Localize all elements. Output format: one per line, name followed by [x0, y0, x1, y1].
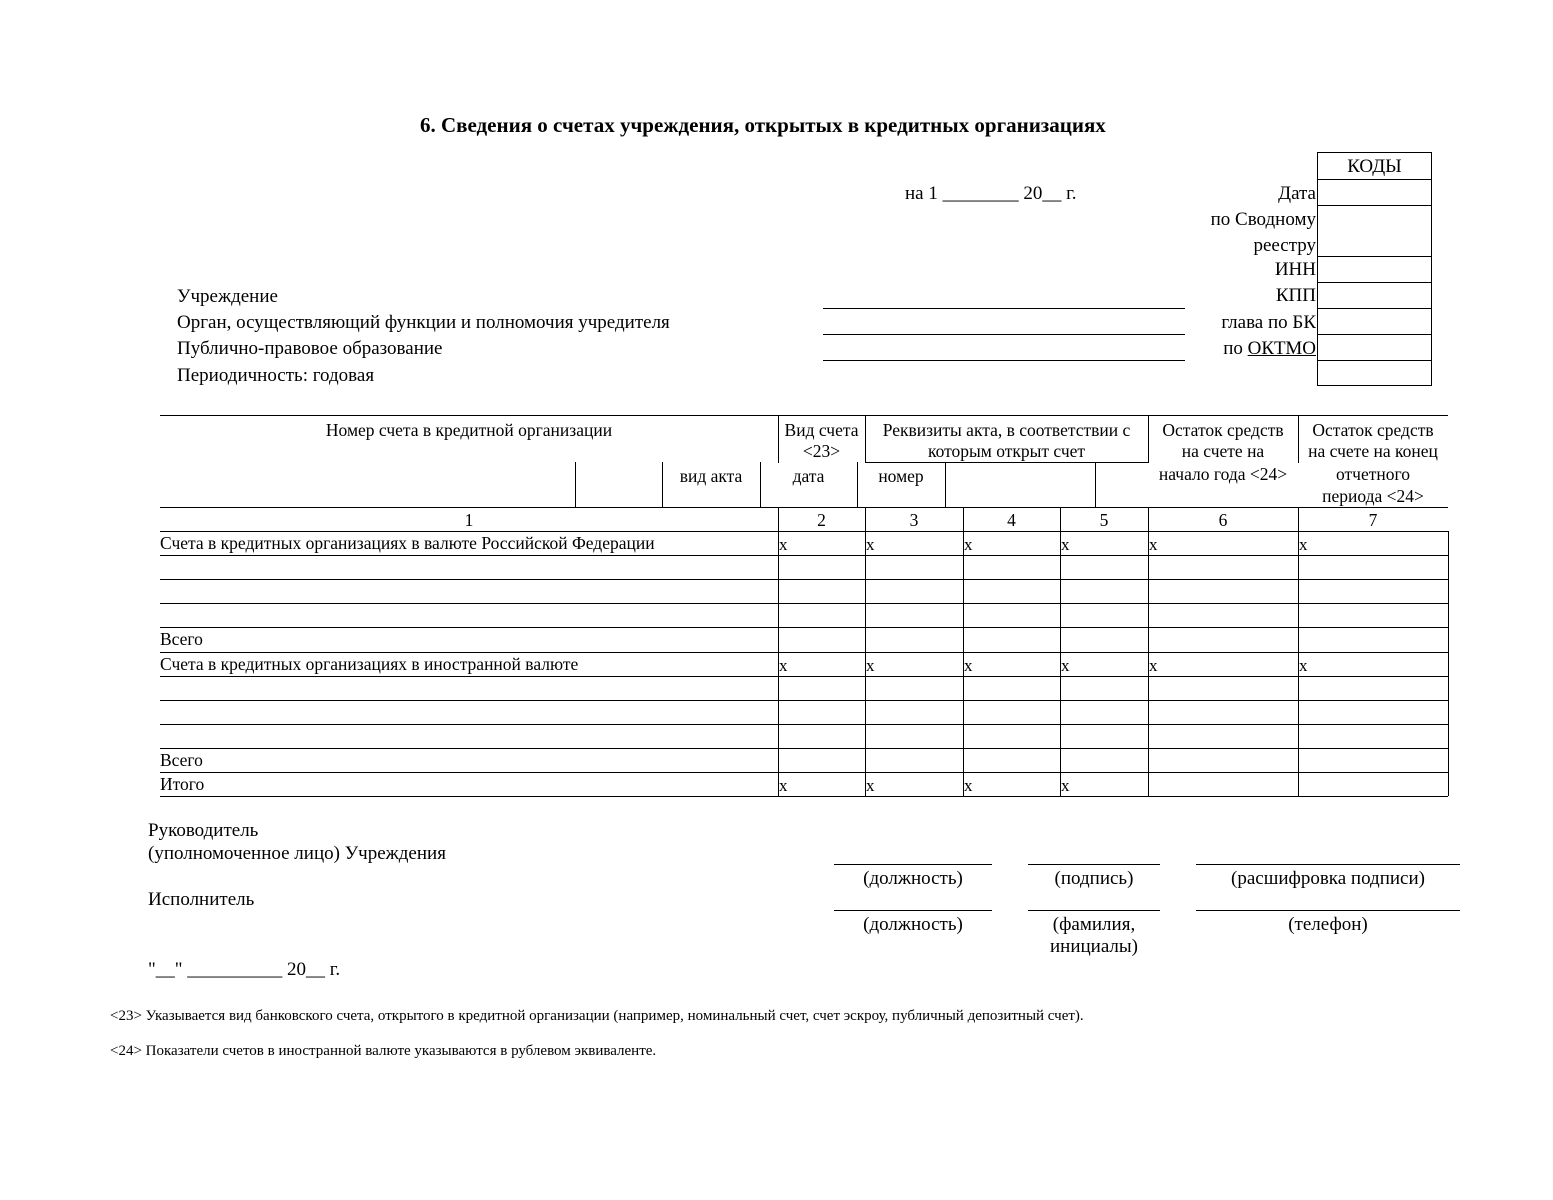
table-cell[interactable] [1298, 531, 1448, 555]
table-cell[interactable] [1298, 724, 1448, 748]
head-label-2: (уполномоченное лицо) Учреждения [148, 843, 446, 864]
head-label-1: Руководитель [148, 820, 259, 841]
form-title: 6. Сведения о счетах учреждения, открытых в кредитных организациях [420, 113, 1106, 137]
code-registry-cell[interactable] [1318, 206, 1431, 257]
institution-label: Учреждение [177, 286, 278, 307]
executor-fio-field[interactable] [1028, 910, 1160, 911]
footnote-23: <23> Указывается вид банковского счета, открытого в кредитной организации (например, номинальный счет, счет эскроу, публичный депозитный счет). [110, 1008, 1084, 1024]
table-cell[interactable] [1298, 627, 1448, 651]
decode-caption: (расшифровка подписи) [1231, 868, 1425, 889]
cell-x-mark: x [866, 656, 875, 675]
public-entity-field[interactable] [823, 360, 1185, 361]
executor-label: Исполнитель [148, 889, 255, 910]
position2-caption: (должность) [863, 914, 963, 935]
col-number: 4 [1007, 510, 1016, 530]
header-vline [945, 462, 946, 507]
table-cell[interactable] [1298, 579, 1448, 603]
sub-number-header: номер [878, 466, 924, 486]
code-extra-cell[interactable] [1318, 361, 1431, 385]
table-cell[interactable] [778, 603, 865, 627]
table-body-vline [1448, 531, 1449, 796]
table-cell[interactable] [865, 748, 963, 772]
table-cell[interactable] [778, 531, 865, 555]
public-entity-label: Публично-правовое образование [177, 338, 443, 359]
table-cell[interactable] [865, 555, 963, 579]
header-vline [575, 462, 576, 507]
table-cell[interactable] [778, 555, 865, 579]
table-cell[interactable] [1060, 676, 1148, 700]
col-act-header-1: Реквизиты акта, в соответствии с [882, 420, 1131, 440]
table-body-vline [1298, 531, 1299, 796]
table-cell[interactable] [1298, 603, 1448, 627]
col-account-type-header-1: Вид счета [784, 420, 859, 440]
fio-caption-2: инициалы) [1049, 936, 1138, 957]
table-cell[interactable] [1148, 748, 1298, 772]
periodicity-label: Периодичность: годовая [177, 365, 375, 386]
col-end-balance-header-3: отчетного [1336, 464, 1410, 484]
code-label-bk: глава по БК [1221, 312, 1316, 333]
table-cell[interactable] [865, 700, 963, 724]
table-body-vline [963, 531, 964, 796]
col-end-balance-header-2: на счете на конец [1308, 441, 1438, 461]
table-row-line [160, 796, 1448, 797]
table-cell[interactable] [1060, 531, 1148, 555]
code-date-cell[interactable] [1318, 180, 1431, 206]
table-cell[interactable] [963, 555, 1060, 579]
table-cell[interactable] [1298, 555, 1448, 579]
table-cell[interactable] [1148, 772, 1298, 796]
table-cell[interactable] [778, 579, 865, 603]
cell-x-mark: x [1061, 656, 1070, 675]
code-label-oktmo: по ОКТМО [1223, 338, 1316, 359]
table-body-vline [778, 531, 779, 796]
table-row-label: Итого [160, 774, 205, 794]
table-row-label: Всего [160, 750, 203, 770]
col-end-balance-header-1: Остаток средств [1312, 420, 1434, 440]
executor-position-field[interactable] [834, 910, 992, 911]
code-label-registry-2: реестру [1253, 235, 1316, 256]
table-cell[interactable] [865, 579, 963, 603]
col-number: 5 [1099, 510, 1109, 530]
col-number: 1 [464, 510, 474, 530]
table-cell[interactable] [1148, 676, 1298, 700]
table-cell[interactable] [1298, 652, 1448, 676]
table-cell[interactable] [963, 579, 1060, 603]
table-cell[interactable] [1060, 772, 1148, 796]
table-cell[interactable] [1298, 676, 1448, 700]
table-cell[interactable] [865, 652, 963, 676]
col-number: 2 [817, 510, 826, 530]
table-cell[interactable] [1060, 603, 1148, 627]
number-row-vline [1148, 507, 1149, 531]
code-inn-cell[interactable] [1318, 257, 1431, 283]
table-cell[interactable] [865, 627, 963, 651]
table-cell[interactable] [963, 531, 1060, 555]
code-label-registry-1: по Сводному [1210, 209, 1316, 230]
table-cell[interactable] [1060, 724, 1148, 748]
table-cell[interactable] [865, 676, 963, 700]
col-number: 6 [1218, 510, 1228, 530]
report-date: на 1 ________ 20__ г. [905, 183, 1077, 204]
code-oktmo-cell[interactable] [1318, 335, 1431, 361]
cell-x-mark: x [866, 535, 875, 554]
table-cell[interactable] [778, 676, 865, 700]
cell-x-mark: x [1061, 776, 1070, 795]
col-act-header-2: которым открыт счет [927, 441, 1086, 461]
table-cell[interactable] [865, 724, 963, 748]
table-cell[interactable] [1060, 555, 1148, 579]
table-cell[interactable] [1148, 700, 1298, 724]
table-cell[interactable] [1060, 627, 1148, 651]
cell-x-mark: x [779, 535, 788, 554]
oktmo-link[interactable]: ОКТМО [1247, 338, 1316, 359]
table-row-label: Всего [160, 629, 203, 649]
table-cell[interactable] [963, 676, 1060, 700]
table-cell[interactable] [963, 700, 1060, 724]
number-row-vline [1298, 507, 1299, 531]
cell-x-mark: x [964, 535, 973, 554]
code-label-kpp: КПП [1275, 285, 1316, 306]
footnote-24: <24> Показатели счетов в иностранной валюте указываются в рублевом эквиваленте. [110, 1043, 657, 1059]
founder-field[interactable] [823, 334, 1185, 335]
number-row-vline [1060, 507, 1061, 531]
fio-caption-1: (фамилия, [1052, 914, 1136, 935]
cell-x-mark: x [866, 776, 875, 795]
table-row-label: Счета в кредитных организациях в иностранной валюте [160, 654, 579, 674]
table-cell[interactable] [1148, 652, 1298, 676]
table-cell[interactable] [963, 603, 1060, 627]
code-bk-cell[interactable] [1318, 309, 1431, 335]
table-body-vline [1060, 531, 1061, 796]
number-row-vline [778, 507, 779, 531]
founder-label: Орган, осуществляющий функции и полномочия учредителя [177, 312, 670, 333]
table-cell[interactable] [1148, 603, 1298, 627]
col-start-balance-header-2: на счете на [1181, 441, 1265, 461]
col-account-number-header: Номер счета в кредитной организации [325, 420, 613, 440]
col-start-balance-header-3: начало года <24> [1158, 464, 1288, 484]
head-signature-field[interactable] [1028, 864, 1160, 865]
table-cell[interactable] [963, 724, 1060, 748]
col-start-balance-header-1: Остаток средств [1162, 420, 1284, 440]
table-cell[interactable] [865, 603, 963, 627]
table-cell[interactable] [778, 772, 865, 796]
cell-x-mark: x [964, 776, 973, 795]
executor-phone-field[interactable] [1196, 910, 1460, 911]
number-row-vline [865, 507, 866, 531]
table-cell[interactable] [1298, 772, 1448, 796]
cell-x-mark: x [1061, 535, 1070, 554]
table-cell[interactable] [865, 772, 963, 796]
table-cell[interactable] [963, 652, 1060, 676]
table-cell[interactable] [1298, 700, 1448, 724]
codes-header: КОДЫ [1318, 153, 1431, 180]
position-caption: (должность) [863, 868, 963, 889]
table-top-border [160, 415, 1448, 416]
col-number: 7 [1368, 510, 1378, 530]
header-sub-line [865, 462, 1148, 463]
cell-x-mark: x [779, 776, 788, 795]
table-cell[interactable] [1298, 748, 1448, 772]
table-cell[interactable] [1148, 555, 1298, 579]
cell-x-mark: x [1299, 535, 1308, 554]
table-cell[interactable] [1060, 652, 1148, 676]
signature-caption: (подпись) [1054, 868, 1134, 889]
table-row-label: Счета в кредитных организациях в валюте Российской Федерации [160, 533, 655, 553]
table-cell[interactable] [1148, 724, 1298, 748]
sub-date-header: дата [792, 466, 825, 486]
cell-x-mark: x [1149, 656, 1158, 675]
table-cell[interactable] [778, 627, 865, 651]
cell-x-mark: x [1299, 656, 1308, 675]
header-bottom-line [160, 507, 1448, 508]
table-cell[interactable] [865, 531, 963, 555]
table-cell[interactable] [963, 772, 1060, 796]
col-account-type-header-2: <23> [802, 441, 841, 461]
code-kpp-cell[interactable] [1318, 283, 1431, 309]
table-cell[interactable] [778, 652, 865, 676]
cell-x-mark: x [964, 656, 973, 675]
signature-date: "__" __________ 20__ г. [148, 959, 341, 980]
table-cell[interactable] [1060, 748, 1148, 772]
code-label-date: Дата [1278, 183, 1316, 204]
sub-act-type-header: вид акта [679, 466, 743, 486]
table-cell[interactable] [778, 700, 865, 724]
table-cell[interactable] [963, 627, 1060, 651]
head-position-field[interactable] [834, 864, 992, 865]
table-cell[interactable] [1060, 579, 1148, 603]
table-cell[interactable] [1148, 531, 1298, 555]
col-end-balance-header-4: периода <24> [1322, 486, 1424, 506]
table-cell[interactable] [1148, 627, 1298, 651]
table-cell[interactable] [1060, 700, 1148, 724]
table-cell[interactable] [1148, 579, 1298, 603]
number-row-vline [963, 507, 964, 531]
header-vline [1095, 462, 1096, 507]
code-label-inn: ИНН [1274, 259, 1316, 280]
institution-field[interactable] [823, 308, 1185, 309]
codes-box [1317, 152, 1432, 386]
table-cell[interactable] [778, 748, 865, 772]
table-body-vline [1148, 531, 1149, 796]
table-cell[interactable] [778, 724, 865, 748]
table-body-vline [865, 531, 866, 796]
cell-x-mark: x [1149, 535, 1158, 554]
phone-caption: (телефон) [1288, 914, 1368, 935]
cell-x-mark: x [779, 656, 788, 675]
head-decode-field[interactable] [1196, 864, 1460, 865]
col-number: 3 [909, 510, 919, 530]
table-cell[interactable] [963, 748, 1060, 772]
